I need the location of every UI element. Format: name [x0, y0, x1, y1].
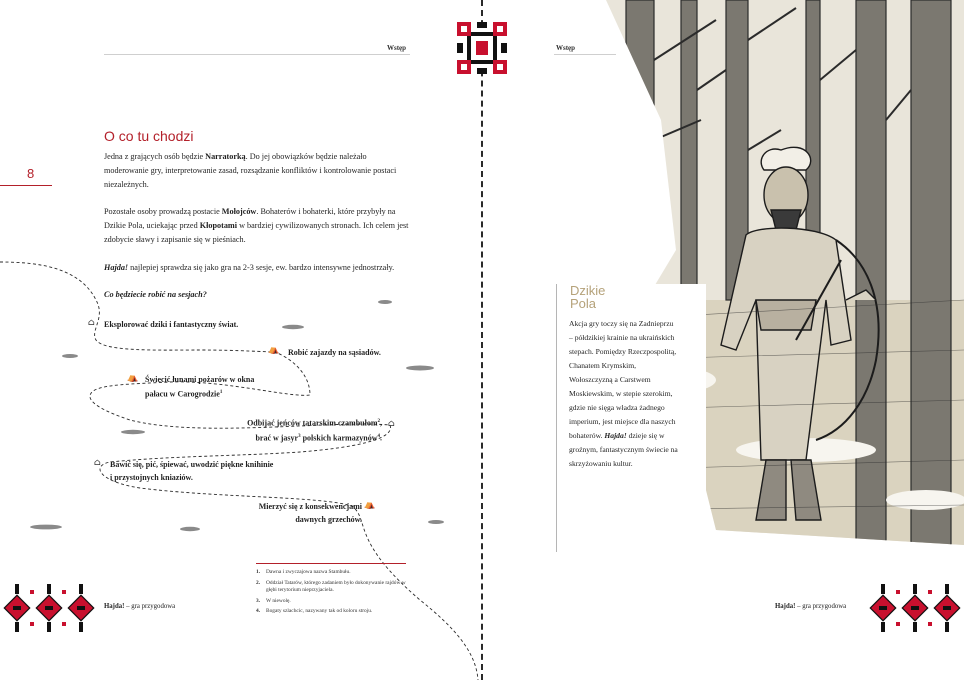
- camp-icon: ⌂: [388, 419, 395, 429]
- camp-icon: ⛺: [127, 373, 139, 383]
- text-line: brać w jasyr$^3$ polskich karmazynów$^4$.: [255, 433, 382, 443]
- footnote-item: [256, 598, 406, 606]
- footnote-ref: 3: [298, 433, 301, 439]
- text-span: dzieje się w groźnym, fantastycznym świecie na skrzyżowaniu kultur.: [569, 431, 678, 468]
- camp-icon: ⛺: [364, 500, 376, 510]
- sidebar-body: [569, 317, 679, 471]
- text-span: polskich karmazynów: [300, 433, 378, 443]
- running-head-right: Wstęp: [556, 44, 576, 52]
- text-span: brać w jasyr: [255, 433, 299, 443]
- text-line: dawnych grzechów.: [295, 515, 362, 524]
- map-item-raids: Robić zajazdy na sąsiadów.: [288, 348, 381, 357]
- text-line: Bawić się, pić, śpiewać, uwodzić piękne knihinie: [110, 460, 274, 469]
- footnote-number: 1.: [256, 569, 261, 575]
- text-span: Jedna z grających osób będzie: [104, 152, 206, 161]
- sidebar-title-line: Pola: [570, 296, 597, 311]
- page-number: 8: [27, 166, 35, 181]
- footer-brand: Hajda!: [775, 603, 796, 610]
- map-item-captives: [232, 415, 382, 444]
- page-gutter: [481, 0, 483, 680]
- embroidery-emblem-icon: [457, 22, 507, 74]
- bold-term: Narratorką: [205, 152, 246, 161]
- running-head-left: Wstęp: [387, 44, 407, 52]
- bold-term: Mołojców: [221, 207, 257, 216]
- footnote-item: [256, 569, 406, 577]
- bold-term: Kłopotami: [199, 221, 238, 230]
- footnote-ref: 1: [219, 390, 223, 395]
- text-span: . Bohaterów i bohaterki, które przybyły na Dzikie Pola, uciekając przed: [104, 207, 396, 230]
- camp-icon: ⌂: [94, 458, 101, 468]
- footer-left: [104, 603, 175, 610]
- footnote-text: W niewolę.: [266, 597, 291, 604]
- embroidery-ornament-left-icon: [0, 582, 98, 634]
- sidebar-title-line: Dzikie: [570, 283, 606, 298]
- footnote-number: 2.: [256, 579, 261, 586]
- text-span: Pozostałe osoby prowadzą postacie: [104, 207, 222, 216]
- text-line: i przystojnych kniaziów.: [110, 473, 193, 482]
- text-span: . Do jej obowiązków będzie należało moderowanie gry, interpretowanie zasad, rozsądzanie konfliktów i kontrolowanie postaci niezależnych.: [104, 152, 397, 189]
- sidebar-dzikie-pola: [556, 284, 706, 552]
- text-span: w bardziej cywilizowanych stronach. Ich celem jest zdobycie sławy i zapisanie się w pieśniach.: [104, 221, 409, 244]
- footnote-item: [256, 608, 406, 616]
- footnote-text: Oddział Tatarów, którego zadaniem było dokonywanie rajdów w głębi terytorium nieprzyjaciela.: [266, 579, 406, 594]
- footnote-text: Dawna i zwyczajowa nazwa Stambułu.: [266, 569, 351, 575]
- text-span: Odbijać jeńców tatarskim czambułom: [247, 418, 378, 428]
- footnote-number: 3.: [256, 597, 261, 604]
- section-title: O co tu chodzi: [104, 128, 194, 144]
- footnotes: [256, 563, 406, 619]
- game-title-italic: Hajda!: [604, 431, 627, 440]
- camp-icon: ⛺: [268, 345, 280, 355]
- text-span: pałacu w Carogrodzie: [145, 389, 220, 399]
- camp-icon: ⌂: [88, 318, 95, 328]
- question-text: Co będziecie robić na sesjach?: [104, 290, 207, 299]
- map-item-consequences: [220, 500, 362, 526]
- map-item-explore: Eksplorować dziki i fantastyczny świat.: [104, 320, 239, 329]
- text-line: [145, 386, 254, 401]
- sidebar-title: [570, 284, 605, 310]
- footer-brand: Hajda!: [104, 603, 125, 610]
- footnote-item: [256, 580, 406, 595]
- text-line: Mierzyć się z konsekwencjami: [258, 502, 362, 511]
- footnote-number: 4.: [256, 608, 261, 615]
- text-span: Akcja gry toczy się na Zadnieprzu – półdzikiej krainie na ukraińskich stepach. Pomiędzy Rzeczpospolitą, Chanatem Krymskim, Wołoszczyzną a Carstwem Moskiewskim, w stepie szerokim, gdzie nie sięga władza żadnego imperium, jest miejsce dla naszych bohaterów.: [569, 319, 677, 440]
- text-span: najlepiej sprawdza się jako gra na 2-3 sesje, ew. bardzo intensywne jednostrzały.: [128, 263, 395, 272]
- map-item-feast: [110, 458, 273, 484]
- footer-tagline: – gra przygodowa: [124, 603, 176, 610]
- text-line: Odbijać jeńców tatarskim czambułom$^2$,: [247, 418, 382, 428]
- footer-right: [775, 603, 846, 610]
- game-title-italic: Hajda!: [104, 263, 129, 272]
- footnote-ref: 4: [377, 433, 380, 439]
- footnote-ref: 2: [377, 419, 380, 424]
- footer-tagline: – gra przygodowa: [795, 603, 847, 610]
- text-line: Świecić łunami pożarów w okna: [145, 375, 255, 384]
- embroidery-ornament-right-icon: [864, 582, 964, 634]
- footnote-text: Bogaty szlachcic, nazywany tak od koloru stroju.: [266, 608, 373, 615]
- map-item-fires: [145, 373, 254, 401]
